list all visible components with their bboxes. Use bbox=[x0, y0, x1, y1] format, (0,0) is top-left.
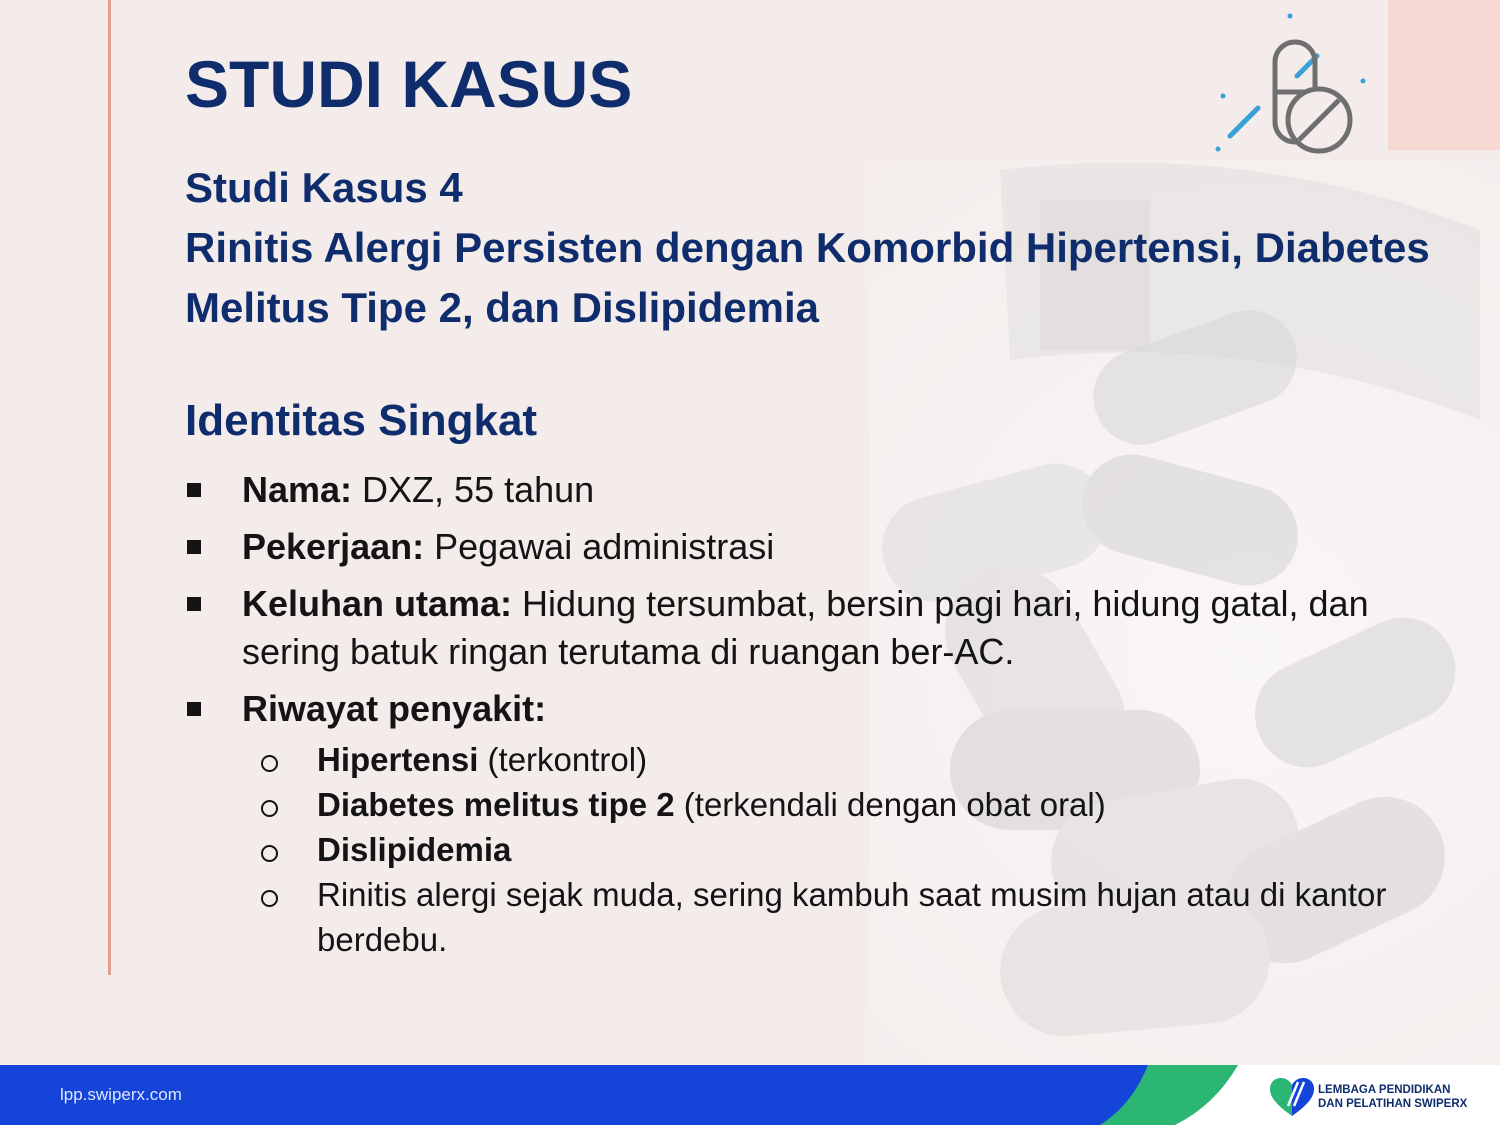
list-item bbox=[185, 466, 1445, 514]
square-bullet-icon bbox=[187, 540, 201, 554]
section-heading: Identitas Singkat bbox=[185, 396, 538, 445]
bullet-label: Pekerjaan: bbox=[242, 526, 425, 567]
bullet-label: Riwayat penyakit: bbox=[242, 688, 547, 729]
list-item bbox=[185, 685, 1445, 962]
bullet-label: Keluhan utama: bbox=[242, 583, 513, 624]
case-title-line2: Melitus Tipe 2, dan Dislipidemia bbox=[185, 284, 820, 331]
bullet-text: Hidung tersumbat, bersin pagi hari, hidung gatal, dan sering batuk ringan terutama di ruangan ber-AC. bbox=[242, 583, 1369, 672]
list-item bbox=[185, 523, 1445, 571]
circle-bullet-icon bbox=[261, 845, 278, 862]
heart-logo-icon bbox=[1268, 1076, 1316, 1118]
identity-list bbox=[185, 466, 1445, 971]
circle-bullet-icon bbox=[261, 800, 278, 817]
square-bullet-icon bbox=[187, 597, 201, 611]
org-name-line2: DAN PELATIHAN SWIPERX bbox=[1318, 1098, 1468, 1110]
footer-url[interactable]: lpp.swiperx.com bbox=[60, 1085, 182, 1104]
bullet-text: Pegawai administrasi bbox=[424, 526, 775, 567]
sub-bullet-label: Dislipidemia bbox=[317, 831, 512, 868]
sub-list-item bbox=[242, 782, 1445, 827]
sub-list-item bbox=[242, 737, 1445, 782]
sub-list-item bbox=[242, 872, 1445, 962]
case-number: Studi Kasus 4 bbox=[185, 164, 463, 211]
pill-bottle-icon bbox=[1205, 8, 1375, 158]
square-bullet-icon bbox=[187, 702, 201, 716]
case-title-line1: Rinitis Alergi Persisten dengan Komorbid Hipertensi, Diabetes bbox=[185, 224, 1430, 271]
org-name bbox=[1318, 1083, 1467, 1111]
sub-bullet-text: Rinitis alergi sejak muda, sering kambuh saat musim hujan atau di kantor berdebu. bbox=[317, 876, 1387, 958]
history-list bbox=[242, 737, 1445, 962]
square-bullet-icon bbox=[187, 483, 201, 497]
circle-bullet-icon bbox=[261, 755, 278, 772]
sub-bullet-text: (terkendali dengan obat oral) bbox=[674, 786, 1106, 823]
sub-bullet-text: (terkontrol) bbox=[478, 741, 648, 778]
org-name-line1: LEMBAGA PENDIDIKAN bbox=[1318, 1084, 1451, 1096]
list-item bbox=[185, 580, 1445, 676]
sub-bullet-label: Hipertensi bbox=[317, 741, 479, 778]
circle-bullet-icon bbox=[261, 890, 278, 907]
sub-bullet-label: Diabetes melitus tipe 2 bbox=[317, 786, 675, 823]
bullet-text: DXZ, 55 tahun bbox=[352, 469, 595, 510]
slide-title: STUDI KASUS bbox=[185, 47, 633, 121]
bullet-label: Nama: bbox=[242, 469, 353, 510]
sub-list-item bbox=[242, 827, 1445, 872]
